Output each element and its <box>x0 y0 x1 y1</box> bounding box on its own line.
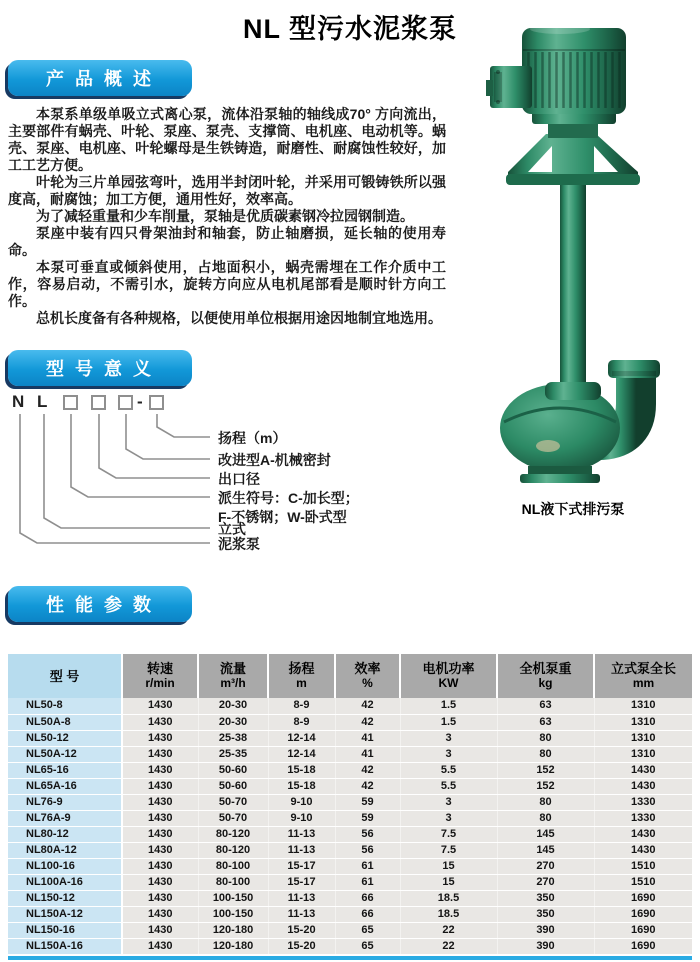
value-cell: 11-13 <box>268 890 335 906</box>
column-header: 电机功率 KW <box>400 654 497 698</box>
value-cell: 18.5 <box>400 890 497 906</box>
value-cell: 56 <box>335 826 400 842</box>
value-cell: 1430 <box>122 874 198 890</box>
value-cell: 12-14 <box>268 746 335 762</box>
value-cell: 42 <box>335 714 400 730</box>
value-cell: 145 <box>497 842 594 858</box>
pump-figure-caption: NL液下式排污泵 <box>521 501 625 517</box>
value-cell: 1.5 <box>400 698 497 714</box>
value-cell: 1690 <box>594 922 692 938</box>
value-cell: 20-30 <box>198 714 268 730</box>
value-cell: 50-60 <box>198 762 268 778</box>
model-label-slurry-pump: 泥浆泵 <box>218 536 260 552</box>
value-cell: 80-100 <box>198 874 268 890</box>
table-row <box>8 794 692 810</box>
value-cell: 15-18 <box>268 778 335 794</box>
table-row <box>8 730 692 746</box>
section-heading-performance-label: 性 能 参 数 <box>45 595 154 615</box>
value-cell: 1430 <box>122 922 198 938</box>
table-row <box>8 826 692 842</box>
model-cell: NL50A-8 <box>8 714 122 730</box>
value-cell: 7.5 <box>400 842 497 858</box>
value-cell: 63 <box>497 714 594 730</box>
value-cell: 15 <box>400 874 497 890</box>
value-cell: 7.5 <box>400 826 497 842</box>
table-row <box>8 858 692 874</box>
overview-paragraph: 叶轮为三片单园弦弯叶，选用半封闭叶轮，并采用可锻铸铁所以强度高，耐腐蚀；加工方便，通用性好，效率高。 <box>8 174 446 207</box>
value-cell: 15-20 <box>268 938 335 954</box>
model-cell: NL150A-16 <box>8 938 122 954</box>
value-cell: 270 <box>497 874 594 890</box>
value-cell: 41 <box>335 746 400 762</box>
model-cell: NL150A-12 <box>8 906 122 922</box>
value-cell: 1430 <box>594 842 692 858</box>
model-cell: NL80-12 <box>8 826 122 842</box>
value-cell: 3 <box>400 810 497 826</box>
value-cell: 1690 <box>594 890 692 906</box>
value-cell: 63 <box>497 698 594 714</box>
model-code-letter-n: N <box>12 392 25 411</box>
value-cell: 1430 <box>122 698 198 714</box>
value-cell: 1430 <box>122 842 198 858</box>
value-cell: 65 <box>335 922 400 938</box>
model-code-dash: - <box>137 392 143 411</box>
model-label-derivative2: F-不锈钢；W-卧式型 <box>218 509 347 525</box>
value-cell: 42 <box>335 762 400 778</box>
model-label-derivative: 派生符号：C-加长型； <box>218 490 359 506</box>
value-cell: 1430 <box>122 762 198 778</box>
value-cell: 50-70 <box>198 794 268 810</box>
value-cell: 100-150 <box>198 906 268 922</box>
value-cell: 1510 <box>594 874 692 890</box>
value-cell: 50-60 <box>198 778 268 794</box>
model-label-outlet: 出口径 <box>218 471 260 487</box>
table-row <box>8 890 692 906</box>
value-cell: 22 <box>400 922 497 938</box>
value-cell: 15-17 <box>268 858 335 874</box>
section-heading-model <box>8 350 192 386</box>
value-cell: 350 <box>497 890 594 906</box>
value-cell: 1330 <box>594 794 692 810</box>
diagram-connector-lines <box>8 392 692 568</box>
value-cell: 270 <box>497 858 594 874</box>
value-cell: 145 <box>497 826 594 842</box>
value-cell: 1310 <box>594 746 692 762</box>
table-row <box>8 874 692 890</box>
overview-paragraph: 泵座中装有四只骨架油封和轴套，防止轴磨损，延长轴的使用寿命。 <box>8 225 446 258</box>
value-cell: 66 <box>335 906 400 922</box>
column-header: 效率 % <box>335 654 400 698</box>
value-cell: 1430 <box>122 810 198 826</box>
value-cell: 61 <box>335 858 400 874</box>
value-cell: 80 <box>497 730 594 746</box>
value-cell: 1510 <box>594 858 692 874</box>
section-heading-model-label: 型 号 意 义 <box>45 359 154 379</box>
value-cell: 350 <box>497 906 594 922</box>
model-cell: NL65A-16 <box>8 778 122 794</box>
value-cell: 18.5 <box>400 906 497 922</box>
model-cell: NL76A-9 <box>8 810 122 826</box>
value-cell: 11-13 <box>268 842 335 858</box>
table-row <box>8 746 692 762</box>
value-cell: 15 <box>400 858 497 874</box>
value-cell: 15-18 <box>268 762 335 778</box>
value-cell: 80-100 <box>198 858 268 874</box>
value-cell: 5.5 <box>400 778 497 794</box>
value-cell: 9-10 <box>268 810 335 826</box>
table-row <box>8 714 692 730</box>
perf-table-body <box>8 698 692 954</box>
value-cell: 59 <box>335 794 400 810</box>
value-cell: 1690 <box>594 938 692 954</box>
model-cell: NL50-12 <box>8 730 122 746</box>
model-cell: NL80A-12 <box>8 842 122 858</box>
overview-text <box>8 106 446 327</box>
value-cell: 25-38 <box>198 730 268 746</box>
overview-paragraph: 为了减轻重量和少车削量，泵轴是优质碳素钢冷拉园钢制造。 <box>36 208 414 224</box>
value-cell: 5.5 <box>400 762 497 778</box>
value-cell: 1330 <box>594 810 692 826</box>
value-cell: 1430 <box>122 746 198 762</box>
value-cell: 42 <box>335 778 400 794</box>
value-cell: 152 <box>497 778 594 794</box>
value-cell: 1310 <box>594 698 692 714</box>
value-cell: 1430 <box>122 794 198 810</box>
model-cell: NL50A-12 <box>8 746 122 762</box>
value-cell: 80 <box>497 810 594 826</box>
value-cell: 8-9 <box>268 698 335 714</box>
value-cell: 390 <box>497 938 594 954</box>
model-label-improved: 改进型A-机械密封 <box>218 452 331 468</box>
value-cell: 80-120 <box>198 842 268 858</box>
overview-paragraph: 本泵可垂直或倾斜使用，占地面积小，蜗壳需埋在工作介质中工作，容易启动，不需引水，旋转方向应从电机尾部看是顺时针方向工作。 <box>8 259 446 309</box>
section-heading-performance <box>8 586 192 622</box>
value-cell: 120-180 <box>198 922 268 938</box>
value-cell: 42 <box>335 698 400 714</box>
model-cell: NL150-12 <box>8 890 122 906</box>
column-header: 流量 m³/h <box>198 654 268 698</box>
table-row <box>8 698 692 714</box>
table-row <box>8 778 692 794</box>
value-cell: 1430 <box>122 826 198 842</box>
value-cell: 1430 <box>122 938 198 954</box>
column-header: 全机泵重 kg <box>497 654 594 698</box>
value-cell: 66 <box>335 890 400 906</box>
model-cell: NL150-16 <box>8 922 122 938</box>
perf-table-head-row <box>8 654 692 698</box>
table-row <box>8 938 692 954</box>
model-cell: NL65-16 <box>8 762 122 778</box>
model-code-letter-l: L <box>37 392 48 411</box>
section-heading-overview <box>8 60 192 96</box>
model-label-vertical: 立式 <box>218 521 246 537</box>
model-cell: NL76-9 <box>8 794 122 810</box>
value-cell: 3 <box>400 730 497 746</box>
overview-paragraph: 本泵系单级单吸立式离心泵，流体沿泵轴的轴线成70° 方向流出，主要部件有蜗壳、叶轮、泵座、泵壳、支撑筒、电机座、电动机等。蜗壳、泵座、电机座、叶轮螺母是生铁铸造，耐磨性、耐腐蚀性较好，加工工艺方便。 <box>8 106 446 173</box>
model-column-header: 型 号 <box>8 654 122 698</box>
section-heading-overview-label: 产 品 概 述 <box>45 69 154 89</box>
value-cell: 1310 <box>594 730 692 746</box>
value-cell: 1310 <box>594 714 692 730</box>
value-cell: 20-30 <box>198 698 268 714</box>
value-cell: 80 <box>497 746 594 762</box>
value-cell: 1430 <box>122 730 198 746</box>
column-header: 转速 r/min <box>122 654 198 698</box>
value-cell: 59 <box>335 810 400 826</box>
model-cell: NL50-8 <box>8 698 122 714</box>
table-row <box>8 762 692 778</box>
value-cell: 1430 <box>122 858 198 874</box>
value-cell: 41 <box>335 730 400 746</box>
value-cell: 120-180 <box>198 938 268 954</box>
value-cell: 1430 <box>122 890 198 906</box>
value-cell: 80 <box>497 794 594 810</box>
value-cell: 25-35 <box>198 746 268 762</box>
value-cell: 3 <box>400 746 497 762</box>
value-cell: 56 <box>335 842 400 858</box>
value-cell: 1430 <box>594 762 692 778</box>
value-cell: 1430 <box>122 778 198 794</box>
performance-table-wrap <box>8 654 692 960</box>
value-cell: 8-9 <box>268 714 335 730</box>
model-cell: NL100-16 <box>8 858 122 874</box>
column-header: 扬程 m <box>268 654 335 698</box>
value-cell: 152 <box>497 762 594 778</box>
table-row <box>8 922 692 938</box>
value-cell: 1430 <box>594 826 692 842</box>
column-header: 立式泵全长 mm <box>594 654 692 698</box>
value-cell: 9-10 <box>268 794 335 810</box>
value-cell: 15-17 <box>268 874 335 890</box>
value-cell: 11-13 <box>268 906 335 922</box>
value-cell: 50-70 <box>198 810 268 826</box>
table-bottom-accent-bar <box>8 956 692 960</box>
value-cell: 15-20 <box>268 922 335 938</box>
model-designation-diagram <box>8 392 692 568</box>
value-cell: 1430 <box>594 778 692 794</box>
model-cell: NL100A-16 <box>8 874 122 890</box>
model-label-head: 扬程（m） <box>218 430 287 446</box>
value-cell: 100-150 <box>198 890 268 906</box>
value-cell: 12-14 <box>268 730 335 746</box>
value-cell: 65 <box>335 938 400 954</box>
value-cell: 390 <box>497 922 594 938</box>
page-title: NL 型污水泥浆泵 <box>242 14 457 44</box>
value-cell: 80-120 <box>198 826 268 842</box>
table-row <box>8 810 692 826</box>
value-cell: 1690 <box>594 906 692 922</box>
performance-table <box>8 654 692 955</box>
value-cell: 3 <box>400 794 497 810</box>
value-cell: 1.5 <box>400 714 497 730</box>
table-row <box>8 906 692 922</box>
table-row <box>8 842 692 858</box>
value-cell: 11-13 <box>268 826 335 842</box>
value-cell: 61 <box>335 874 400 890</box>
value-cell: 22 <box>400 938 497 954</box>
value-cell: 1430 <box>122 906 198 922</box>
overview-paragraph: 总机长度备有各种规格，以便使用单位根据用途因地制宜地选用。 <box>36 310 442 326</box>
value-cell: 1430 <box>122 714 198 730</box>
